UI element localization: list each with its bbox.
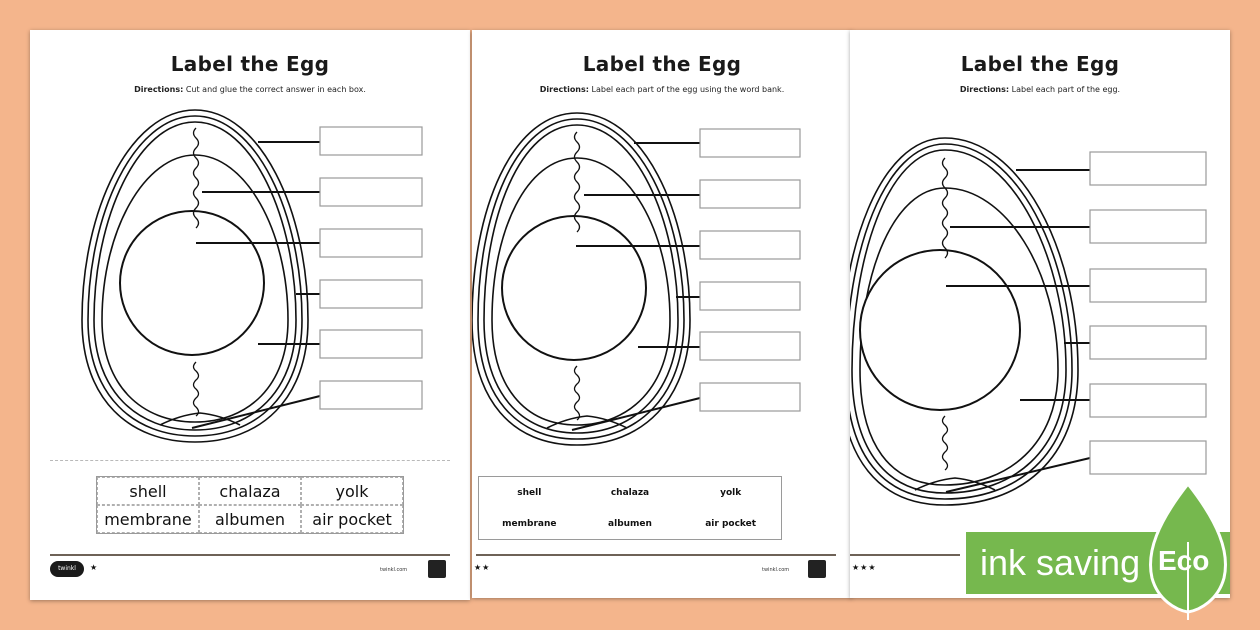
eco-label: Eco [1158, 545, 1210, 576]
difficulty-stars: ★★ [474, 563, 491, 572]
chalaza-top [943, 158, 948, 258]
word-bank-item: albumen [608, 518, 652, 529]
egg-yolk [120, 211, 264, 355]
directions-label: Directions: [959, 85, 1010, 94]
word-bank-item: yolk [301, 477, 403, 505]
answer-box [700, 231, 800, 259]
word-bank-item: air pocket [301, 505, 403, 533]
page-title: Label the Egg [582, 52, 742, 76]
answer-box [700, 332, 800, 360]
chalaza-bottom [575, 366, 580, 420]
answer-box [320, 330, 422, 358]
answer-box [320, 178, 422, 206]
answer-box [1090, 152, 1206, 185]
answer-box [700, 282, 800, 310]
answer-box [1090, 326, 1206, 359]
egg-diagram [850, 30, 1230, 530]
footer-rule [850, 554, 960, 556]
directions-label: Directions: [539, 85, 589, 94]
chalaza-bottom [943, 416, 948, 470]
cut-line [50, 460, 450, 461]
page-title: Label the Egg [170, 52, 330, 76]
answer-box [700, 129, 800, 157]
directions-text: Cut and glue the correct answer in each box. [185, 85, 366, 94]
word-bank-item: yolk [720, 487, 742, 498]
leader-line [572, 398, 700, 430]
answer-box [1090, 384, 1206, 417]
word-bank [96, 476, 404, 534]
ink-saving-label: ink saving [980, 542, 1141, 583]
answer-box [1090, 269, 1206, 302]
site-url: twinkl.com [380, 567, 408, 573]
answer-box [700, 180, 800, 208]
worksheet-1 [30, 30, 470, 600]
word-bank-item: membrane [97, 505, 199, 533]
word-bank-item: chalaza [610, 487, 650, 498]
difficulty-stars: ★★★ [852, 563, 877, 572]
directions-text: Label each part of the egg. [1011, 85, 1121, 94]
answer-box [1090, 441, 1206, 474]
answer-box [320, 381, 422, 409]
egg-diagram [472, 30, 852, 460]
egg-yolk [860, 250, 1020, 410]
answer-box [320, 229, 422, 257]
word-bank-item: albumen [199, 505, 301, 533]
answer-box [1090, 210, 1206, 243]
egg-yolk [502, 216, 646, 360]
word-bank-item: air pocket [705, 518, 757, 529]
badge-icon [428, 560, 446, 578]
word-bank-item: chalaza [199, 477, 301, 505]
directions-label: Directions: [134, 85, 184, 94]
twinkl-logo: twinkl [50, 561, 84, 577]
page-title: Label the Egg [960, 52, 1120, 76]
badge-icon [808, 560, 826, 578]
word-bank-item: shell [517, 487, 542, 498]
word-bank [478, 476, 782, 540]
directions-text: Label each part of the egg using the word bank. [591, 85, 785, 94]
word-bank-item: shell [97, 477, 199, 505]
worksheet-2 [472, 30, 852, 598]
egg-diagram [30, 30, 470, 460]
footer-rule [476, 554, 836, 556]
site-url: twinkl.com [762, 567, 790, 573]
footer-rule [50, 554, 450, 556]
answer-box [320, 280, 422, 308]
difficulty-stars: ★ [90, 563, 99, 572]
word-bank-item: membrane [502, 518, 557, 529]
answer-box [320, 127, 422, 155]
answer-box [700, 383, 800, 411]
chalaza-bottom [194, 362, 199, 416]
